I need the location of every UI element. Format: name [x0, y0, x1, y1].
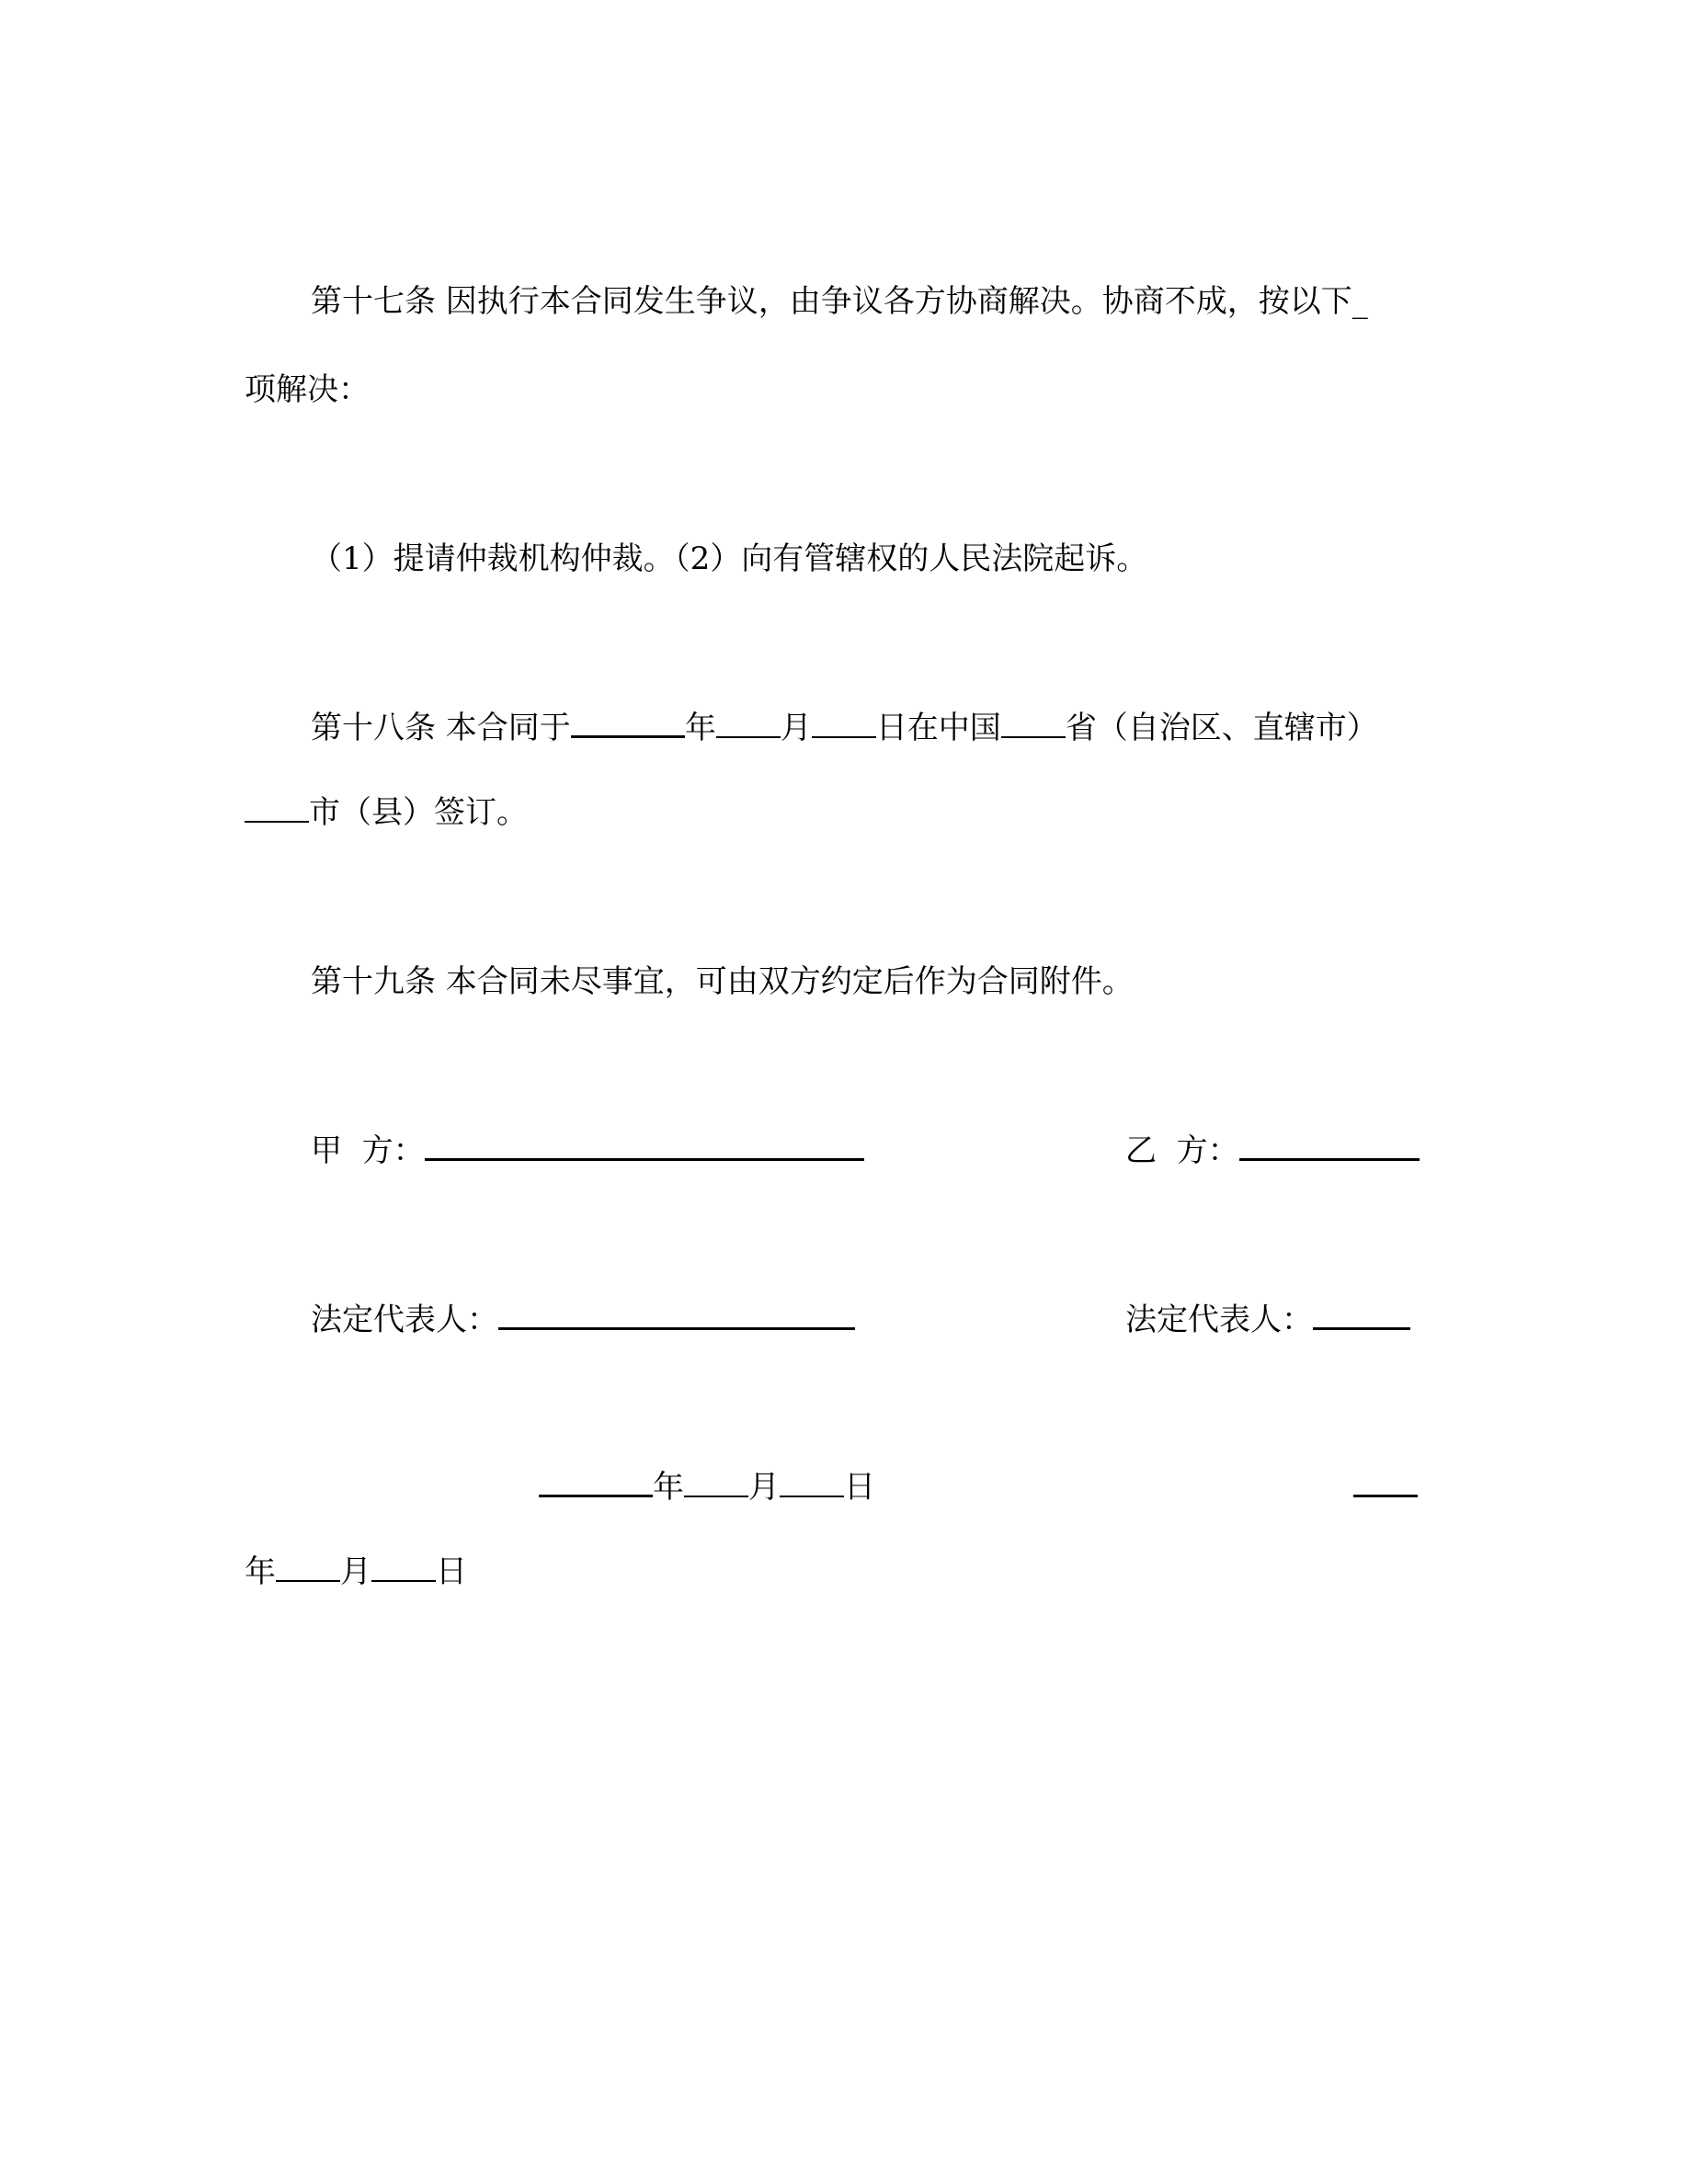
- party-b-blank[interactable]: [1239, 1131, 1420, 1161]
- signing-city-label: 市（县）签订。: [309, 794, 528, 831]
- signing-province-blank[interactable]: [1001, 709, 1066, 738]
- article-17-line-2: [245, 370, 370, 410]
- resolution-options: [311, 539, 1147, 579]
- article-17-continuation: 项解决：: [245, 371, 370, 408]
- signing-year-blank[interactable]: [571, 708, 685, 738]
- signing-city-blank[interactable]: [245, 793, 309, 823]
- signing-month-label: 月: [780, 710, 812, 746]
- article-19-text: 第十九条 本合同未尽事宜，可由双方约定后作为合同附件。: [311, 963, 1134, 1000]
- rep-a-row: [311, 1300, 855, 1340]
- date-a-year-blank[interactable]: [539, 1467, 653, 1497]
- party-a-blank[interactable]: [425, 1131, 864, 1161]
- date-b-month-blank[interactable]: [276, 1553, 340, 1582]
- signing-year-label: 年: [684, 710, 716, 746]
- party-a-row: [311, 1131, 864, 1171]
- rep-b-label: 法定代表人：: [1125, 1302, 1313, 1338]
- article-18-prefix: 第十八条 本合同于: [311, 710, 571, 746]
- resolution-options-text: （1）提请仲裁机构仲裁。（2）向有管辖权的人民法院起诉。: [311, 540, 1148, 577]
- date-b-year-blank[interactable]: [1353, 1467, 1418, 1497]
- article-17-line-1: [311, 281, 1368, 322]
- rep-a-blank[interactable]: [498, 1300, 855, 1330]
- article-18-line-1: [311, 708, 1378, 748]
- signing-day-blank[interactable]: [812, 709, 876, 738]
- date-b-day-blank[interactable]: [371, 1553, 436, 1582]
- article-18-line-2: [245, 792, 528, 833]
- date-a-month-label: 月: [748, 1469, 780, 1506]
- date-a-day-label: 日: [844, 1469, 875, 1506]
- date-a-row: [539, 1467, 875, 1507]
- date-a-day-blank[interactable]: [780, 1468, 844, 1497]
- date-a-month-blank[interactable]: [684, 1468, 748, 1497]
- signing-place-label: 日在中国: [875, 710, 1001, 746]
- date-a-year-label: 年: [653, 1469, 684, 1506]
- date-b-year-blank-row: [1353, 1467, 1418, 1507]
- signing-month-blank[interactable]: [716, 709, 781, 738]
- date-b-year-label: 年: [245, 1553, 276, 1590]
- rep-b-blank[interactable]: [1313, 1300, 1410, 1330]
- party-b-label: 乙 方：: [1125, 1132, 1239, 1169]
- date-b-month-label: 月: [340, 1553, 371, 1590]
- date-b-row: [245, 1552, 467, 1592]
- rep-a-label: 法定代表人：: [311, 1302, 498, 1338]
- signing-province-label: 省（自治区、直辖市）: [1065, 710, 1378, 746]
- article-17-text: 第十七条 因执行本合同发生争议，由争议各方协商解决。协商不成，按以下_: [311, 283, 1368, 320]
- date-b-day-label: 日: [436, 1553, 467, 1590]
- party-a-label: 甲 方：: [311, 1132, 425, 1169]
- rep-b-row: [1125, 1300, 1410, 1340]
- party-b-row: [1125, 1131, 1420, 1171]
- article-19: [311, 961, 1134, 1002]
